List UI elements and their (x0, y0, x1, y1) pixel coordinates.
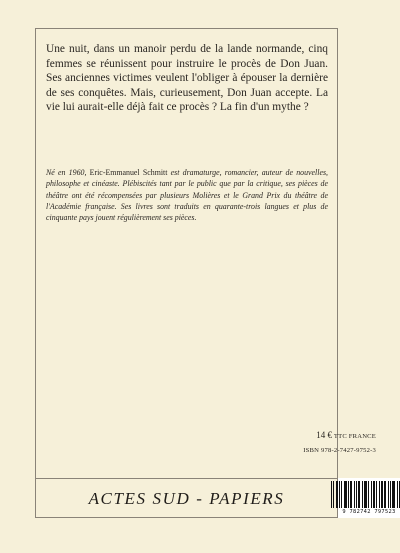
barcode-bar (368, 481, 369, 508)
barcode-bar (336, 481, 338, 508)
barcode-bar (354, 481, 355, 508)
author-name: Eric-Emmanuel Schmitt (89, 168, 168, 177)
barcode-bar (356, 481, 357, 508)
barcode-bars-icon (331, 481, 400, 508)
isbn: ISBN 978-2-7427-9752-3 (303, 447, 376, 454)
barcode-bar (350, 481, 352, 508)
barcode-bar (379, 481, 380, 508)
price-amount: 14 € (316, 430, 333, 440)
barcode-bar (381, 481, 383, 508)
publisher-band (35, 478, 338, 518)
barcode-bar (348, 481, 349, 508)
barcode-digits: 9 782742 797523 (342, 509, 396, 515)
publisher-name: ACTES SUD - PAPIERS (88, 488, 285, 508)
barcode-bar (362, 481, 363, 508)
author-bio (46, 167, 328, 223)
price-line (303, 428, 376, 444)
barcode-bar (331, 481, 332, 508)
price-tax: TTC FRANCE (333, 433, 376, 440)
barcode-bar (373, 481, 375, 508)
barcode-bar (339, 481, 340, 508)
barcode-bar (364, 481, 367, 508)
barcode (338, 478, 400, 518)
barcode-bar (397, 481, 398, 508)
bio-rest: est dramaturge, romancier, auteur de nouvelles, philosophe et cinéaste. Plébiscités tant par le public que par la critique, ses pièces de théâtre ont été récompensées par plusieurs Molières et le Grand Prix du théâtre de l'Académie française. Ses livres sont traduits en quarante-trois langues et plus de cinquante pays jouent régulièrement ses pièces. (46, 168, 328, 223)
barcode-bar (333, 481, 334, 508)
barcode-bar (376, 481, 377, 508)
barcode-bar (358, 481, 360, 508)
price-box (303, 428, 376, 458)
barcode-bar (388, 481, 389, 508)
barcode-bar (344, 481, 347, 508)
barcode-bar (390, 481, 391, 508)
barcode-bar (341, 481, 342, 508)
barcode-bar (371, 481, 372, 508)
back-cover-blurb: Une nuit, dans un manoir perdu de la lande normande, cinq femmes se réunissent pour instruire le procès de Don Juan. Ses anciennes victimes veulent l'obliger à épouser la dernière de ses conquêtes. Mais, curieusement, Don Juan accepte. La vie lui aurait-elle déjà fait ce procès ? La fin d'un mythe ? (46, 43, 328, 114)
barcode-bar (384, 481, 386, 508)
bio-lead: Né en 1960, (46, 168, 90, 177)
barcode-bar (392, 481, 395, 508)
